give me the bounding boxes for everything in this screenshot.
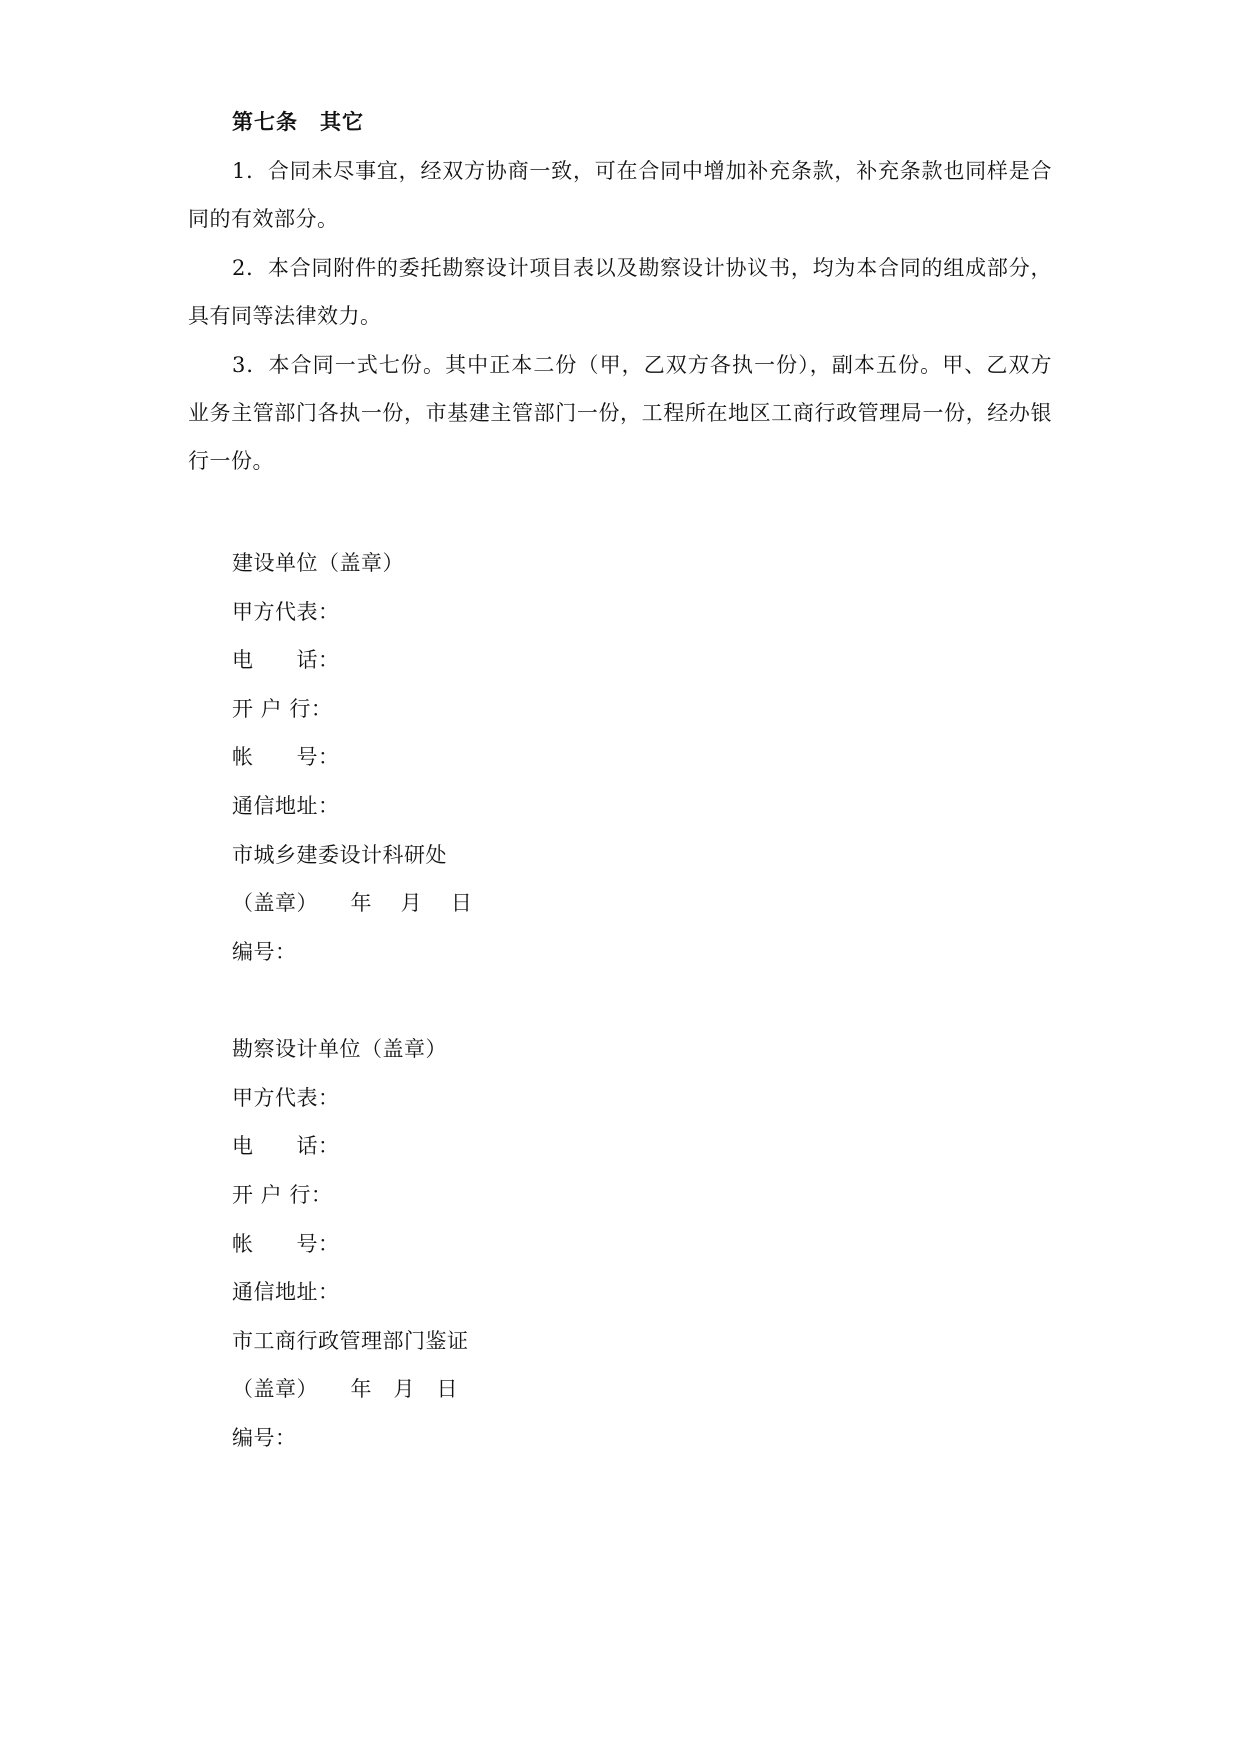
party-b-phone: 电 话： bbox=[232, 1134, 340, 1158]
party-b-seal-date: （盖章） 年 月 日 bbox=[232, 1377, 458, 1401]
party-a-account: 帐 号： bbox=[232, 745, 340, 769]
section-heading: 第七条 其它 bbox=[232, 109, 364, 134]
party-a-phone: 电 话： bbox=[232, 648, 340, 672]
party-b-bank: 开 户 行： bbox=[232, 1183, 333, 1207]
party-b-address: 通信地址： bbox=[232, 1280, 340, 1304]
clause-paragraph-2: 2．本合同附件的委托勘察设计项目表以及勘察设计协议书，均为本合同的组成部分，具有同等法律效力。 bbox=[188, 256, 1052, 328]
party-a-representative: 甲方代表： bbox=[232, 600, 340, 624]
party-a-address: 通信地址： bbox=[232, 794, 340, 818]
clause-paragraph-1: 1．合同未尽事宜，经双方协商一致，可在合同中增加补充条款，补充条款也同样是合同的有效部分。 bbox=[188, 159, 1052, 231]
party-a-number: 编号： bbox=[232, 940, 297, 964]
party-a-seal-date: （盖章） 年 月 日 bbox=[232, 891, 473, 915]
party-b-number: 编号： bbox=[232, 1426, 297, 1450]
clause-paragraph-3: 3．本合同一式七份。其中正本二份（甲，乙双方各执一份），副本五份。甲、乙双方业务主管部门各执一份，市基建主管部门一份，工程所在地区工商行政管理局一份，经办银行一份。 bbox=[188, 353, 1052, 473]
party-a-bank: 开 户 行： bbox=[232, 697, 333, 721]
party-b-representative: 甲方代表： bbox=[232, 1086, 340, 1110]
party-b-authority: 市工商行政管理部门鉴证 bbox=[232, 1329, 469, 1353]
party-a-authority: 市城乡建委设计科研处 bbox=[232, 843, 447, 867]
party-b-unit: 勘察设计单位（盖章） bbox=[232, 1037, 447, 1061]
party-a-unit: 建设单位（盖章） bbox=[232, 551, 404, 575]
party-b-account: 帐 号： bbox=[232, 1232, 340, 1256]
